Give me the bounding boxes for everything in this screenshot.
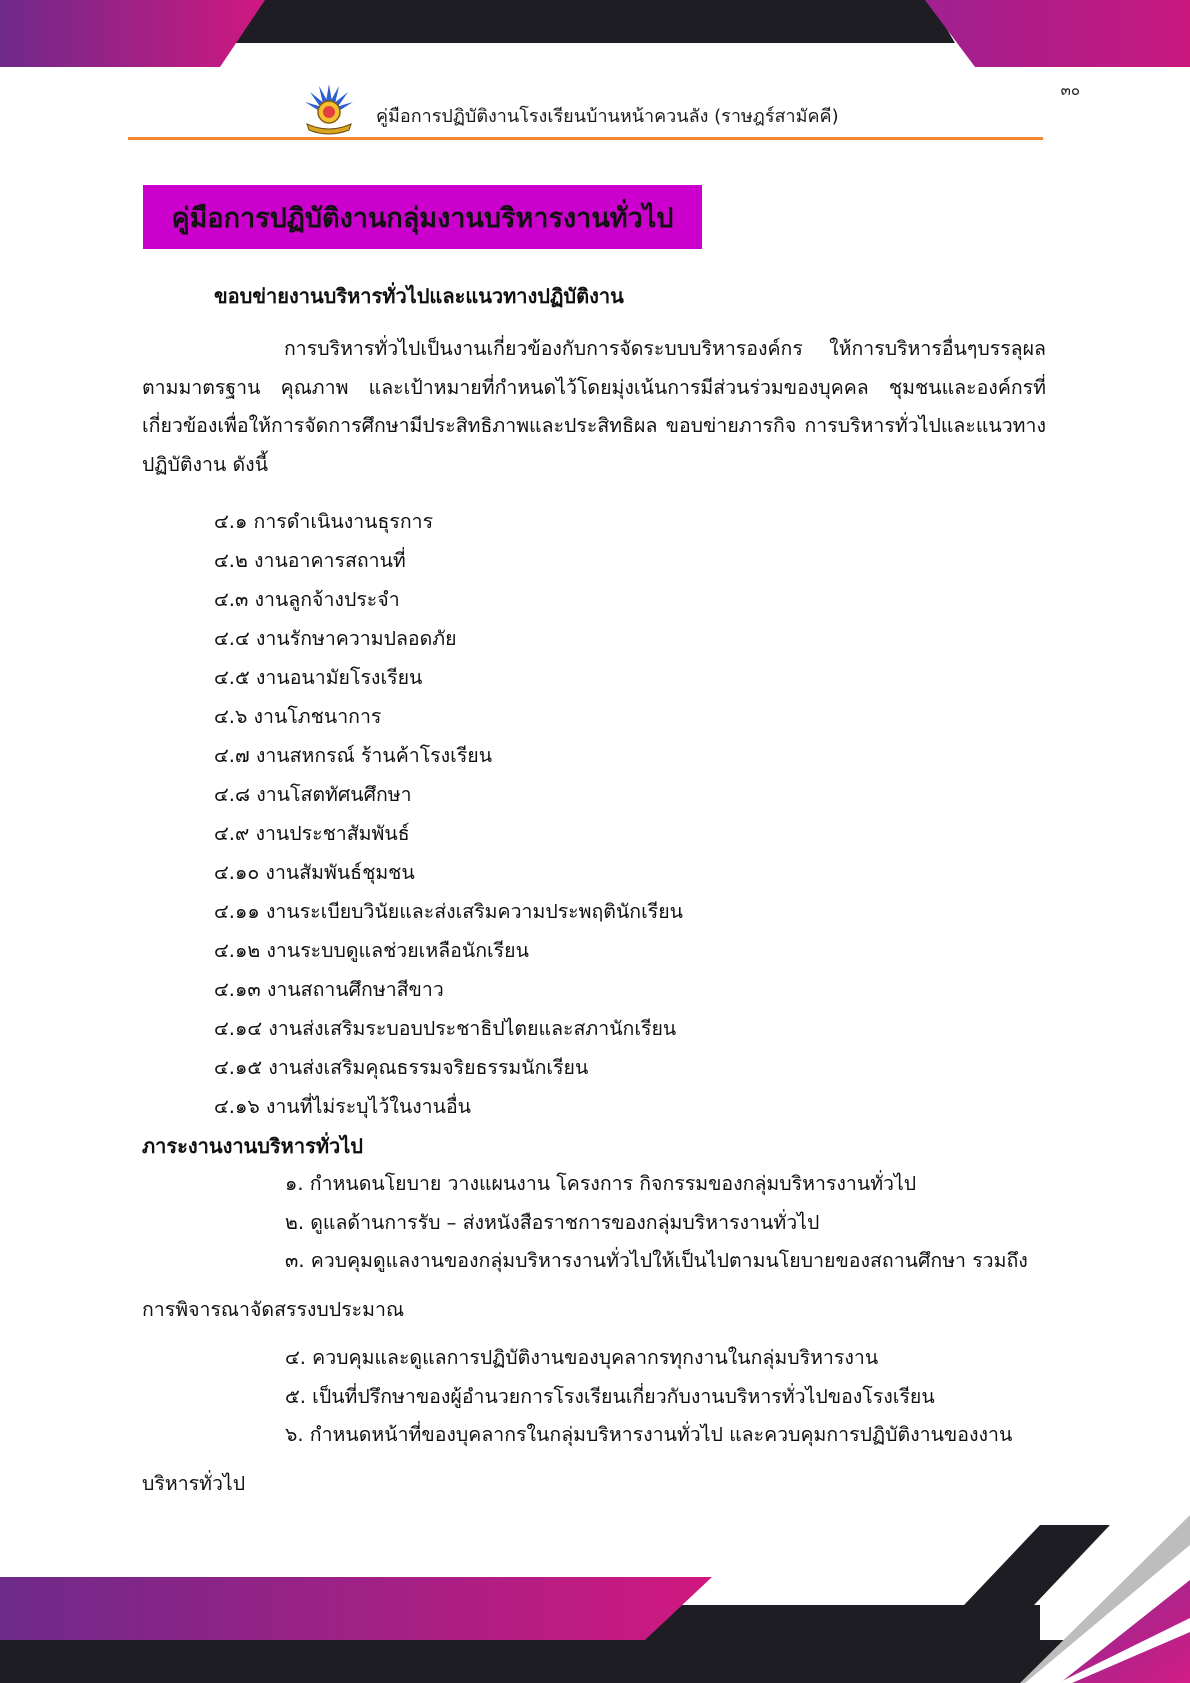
page-number: ๓๐ [1060, 81, 1080, 99]
list-item: ๔.๓ งานลูกจ้างประจำ [214, 588, 400, 611]
list-item: ๔.๙ งานประชาสัมพันธ์ [214, 822, 410, 845]
document-header-title: คู่มือการปฏิบัติงานโรงเรียนบ้านหน้าควนลัง (ราษฎร์สามัคคี) [376, 106, 839, 127]
list-item: ๔.๑๐ งานสัมพันธ์ชุมชน [214, 861, 415, 884]
list-item: ๔.๔ งานรักษาความปลอดภัย [214, 627, 457, 650]
top-left-ribbon [0, 0, 265, 67]
duty-item: ๔. ควบคุมและดูแลการปฏิบัติงานของบุคลากรทุกงานในกลุ่มบริหารงาน [285, 1346, 879, 1369]
list-item: ๔.๒ งานอาคารสถานที่ [214, 549, 406, 572]
bottom-left-ribbon [0, 1577, 712, 1640]
header-divider [128, 137, 1043, 140]
duties-heading: ภาระงานงานบริหารทั่วไป [142, 1134, 363, 1158]
title-banner [143, 185, 702, 249]
list-item: ๔.๑๑ งานระเบียบวินัยและส่งเสริมความประพฤตินักเรียน [214, 900, 683, 923]
list-item: ๔.๕ งานอนามัยโรงเรียน [214, 666, 423, 689]
duty-item: ๕. เป็นที่ปรึกษาของผู้อำนวยการโรงเรียนเกี่ยวกับงานบริหารทั่วไปของโรงเรียน [285, 1385, 935, 1408]
duty-item: ๑. กำหนดนโยบาย วางแผนงาน โครงการ กิจกรรมของกลุ่มบริหารงานทั่วไป [285, 1172, 917, 1195]
list-item: ๔.๖ งานโภชนาการ [214, 705, 382, 728]
top-band-dark [205, 0, 955, 43]
duty-item: ๒. ดูแลด้านการรับ – ส่งหนังสือราชการของกลุ่มบริหารงานทั่วไป [285, 1211, 820, 1234]
section-heading: ขอบข่ายงานบริหารทั่วไปและแนวทางปฏิบัติงาน [214, 284, 624, 308]
duty-item: ๖. กำหนดหน้าที่ของบุคลากรในกลุ่มบริหารงานทั่วไป และควบคุมการปฏิบัติงานของงานบริหารทั่วไป [142, 1423, 1013, 1495]
list-item: ๔.๑๒ งานระบบดูแลช่วยเหลือนักเรียน [214, 939, 529, 962]
list-item: ๔.๑ การดำเนินงานธุรการ [214, 510, 434, 533]
list-item: ๔.๑๕ งานส่งเสริมคุณธรรมจริยธรรมนักเรียน [214, 1056, 589, 1079]
list-item: ๔.๑๓ งานสถานศึกษาสีขาว [214, 978, 444, 1001]
duty-item: ๓. ควบคุมดูแลงานของกลุ่มบริหารงานทั่วไปให้เป็นไปตามนโยบายของสถานศึกษา รวมถึงการพิจารณาจัดสรรงบประมาณ [142, 1249, 1028, 1321]
list-item: ๔.๗ งานสหกรณ์ ร้านค้าโรงเรียน [214, 744, 493, 767]
list-item: ๔.๘ งานโสตทัศนศึกษา [214, 783, 412, 806]
intro-paragraph: การบริหารทั่วไปเป็นงานเกี่ยวข้องกับการจัดระบบบริหารองค์กร ให้การบริหารอื่นๆบรรลุผลตามมาตรฐาน คุณภาพ และเป้าหมายที่กำหนดไว้โดยมุ่งเน้นการมีส่วนร่วมของบุคคล ชุมชนและองค์กรที่เกี่ยวข้องเพื่อให้การจัดการศึกษามีประสิทธิภาพและประสิทธิผล ขอบข่ายภารกิจ การบริหารทั่วไปและแนวทางปฏิบัติงาน ดังนี้ [142, 337, 1046, 476]
list-item: ๔.๑๔ งานส่งเสริมระบอบประชาธิปไตยและสภานักเรียน [214, 1017, 677, 1040]
banner-title: คู่มือการปฏิบัติงานกลุ่มงานบริหารงานทั่วไป [171, 202, 674, 234]
school-emblem-logo [300, 80, 358, 138]
list-item: ๔.๑๖ งานที่ไม่ระบุไว้ในงานอื่น [214, 1095, 472, 1118]
top-right-ribbon [925, 0, 1190, 67]
scope-list [214, 502, 683, 1126]
